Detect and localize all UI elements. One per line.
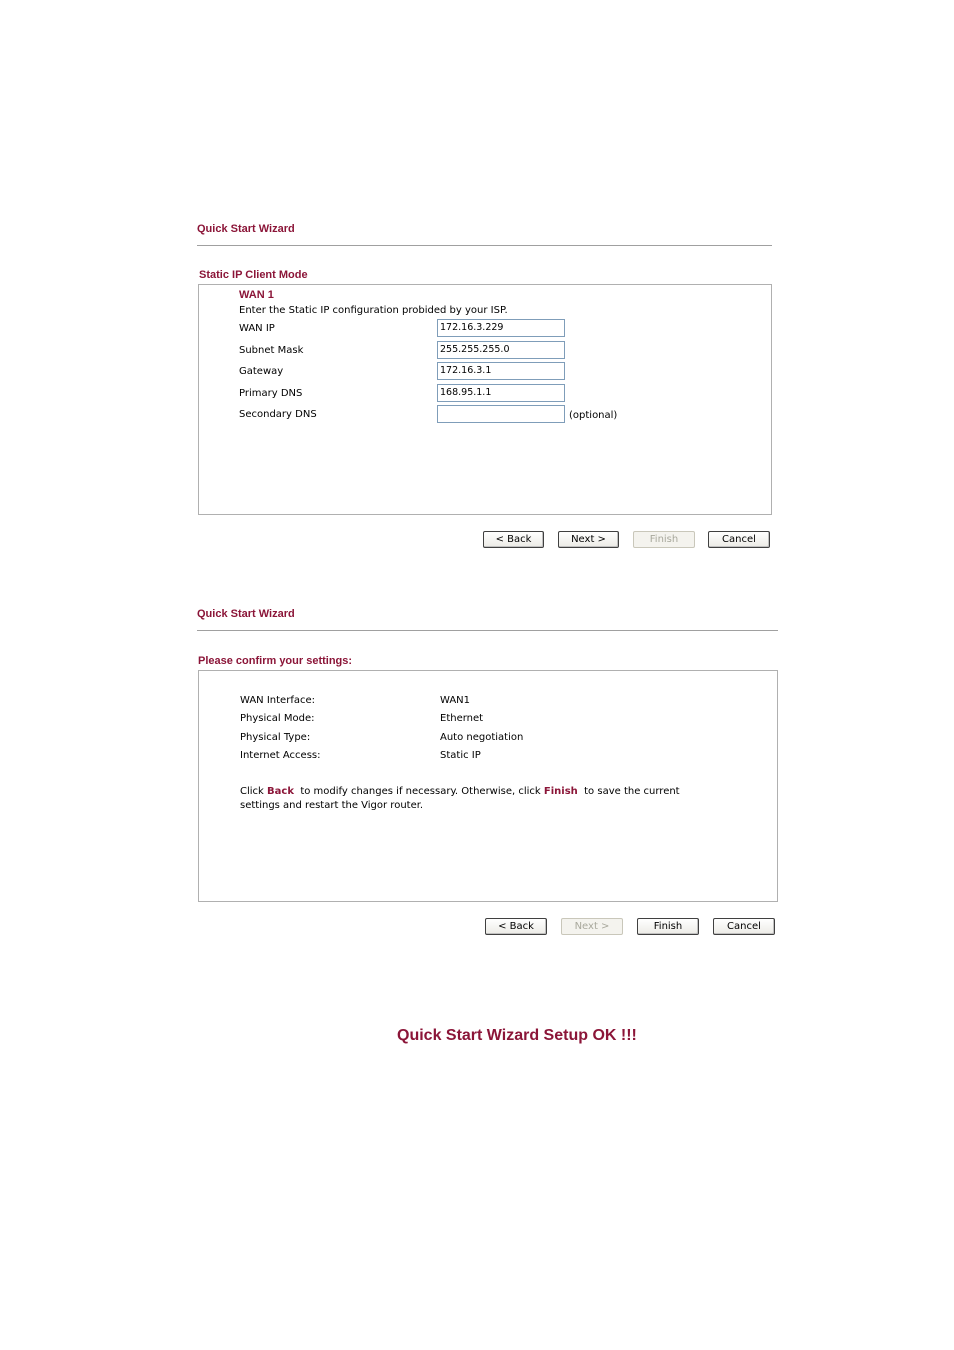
- secondary-dns-input[interactable]: [437, 405, 565, 423]
- finish-button[interactable]: Finish: [633, 531, 695, 548]
- next-button[interactable]: Next >: [561, 918, 623, 935]
- message-text: to save the current: [577, 786, 680, 797]
- summary-label: Physical Type:: [240, 732, 311, 743]
- subnet-mask-input[interactable]: 255.255.255.0: [437, 341, 565, 359]
- divider: [197, 245, 772, 246]
- secondary-dns-label: Secondary DNS: [239, 409, 317, 420]
- section-title: Static IP Client Mode: [199, 269, 308, 281]
- wizard-title: Quick Start Wizard: [197, 223, 295, 235]
- summary-label: Internet Access:: [240, 750, 321, 761]
- summary-value: Ethernet: [440, 713, 484, 724]
- wan-ip-label: WAN IP: [239, 323, 275, 334]
- wan-ip-input[interactable]: 172.16.3.229: [437, 319, 565, 337]
- section-title: Please confirm your settings:: [198, 655, 353, 667]
- next-button[interactable]: Next >: [558, 531, 619, 548]
- confirm-message-line2: settings and restart the Vigor router.: [240, 800, 424, 811]
- back-button[interactable]: < Back: [483, 531, 544, 548]
- cancel-button[interactable]: Cancel: [713, 918, 775, 935]
- message-text: to modify changes if necessary. Otherwise, click: [293, 786, 544, 797]
- message-text: Click: [240, 786, 268, 797]
- summary-label: Physical Mode:: [240, 713, 315, 724]
- gateway-input[interactable]: 172.16.3.1: [437, 362, 565, 380]
- summary-value: Static IP: [440, 750, 481, 761]
- back-button[interactable]: < Back: [485, 918, 547, 935]
- confirm-message: [240, 786, 680, 797]
- instruction-text: Enter the Static IP configuration probided by your ISP.: [239, 305, 508, 316]
- divider: [197, 630, 778, 631]
- optional-note: (optional): [569, 410, 618, 421]
- finish-button[interactable]: Finish: [637, 918, 699, 935]
- primary-dns-input[interactable]: 168.95.1.1: [437, 384, 565, 402]
- finish-keyword: Finish: [543, 786, 578, 797]
- primary-dns-label: Primary DNS: [239, 388, 303, 399]
- summary-value: Auto negotiation: [440, 732, 524, 743]
- summary-label: WAN Interface:: [240, 695, 315, 706]
- cancel-button[interactable]: Cancel: [708, 531, 770, 548]
- back-keyword: Back: [267, 786, 294, 797]
- gateway-label: Gateway: [239, 366, 284, 377]
- setup-ok-message: Quick Start Wizard Setup OK !!!: [397, 1027, 637, 1044]
- summary-value: WAN1: [440, 695, 471, 706]
- wan-label: WAN 1: [239, 289, 274, 301]
- subnet-mask-label: Subnet Mask: [239, 345, 304, 356]
- wizard-title: Quick Start Wizard: [197, 608, 295, 620]
